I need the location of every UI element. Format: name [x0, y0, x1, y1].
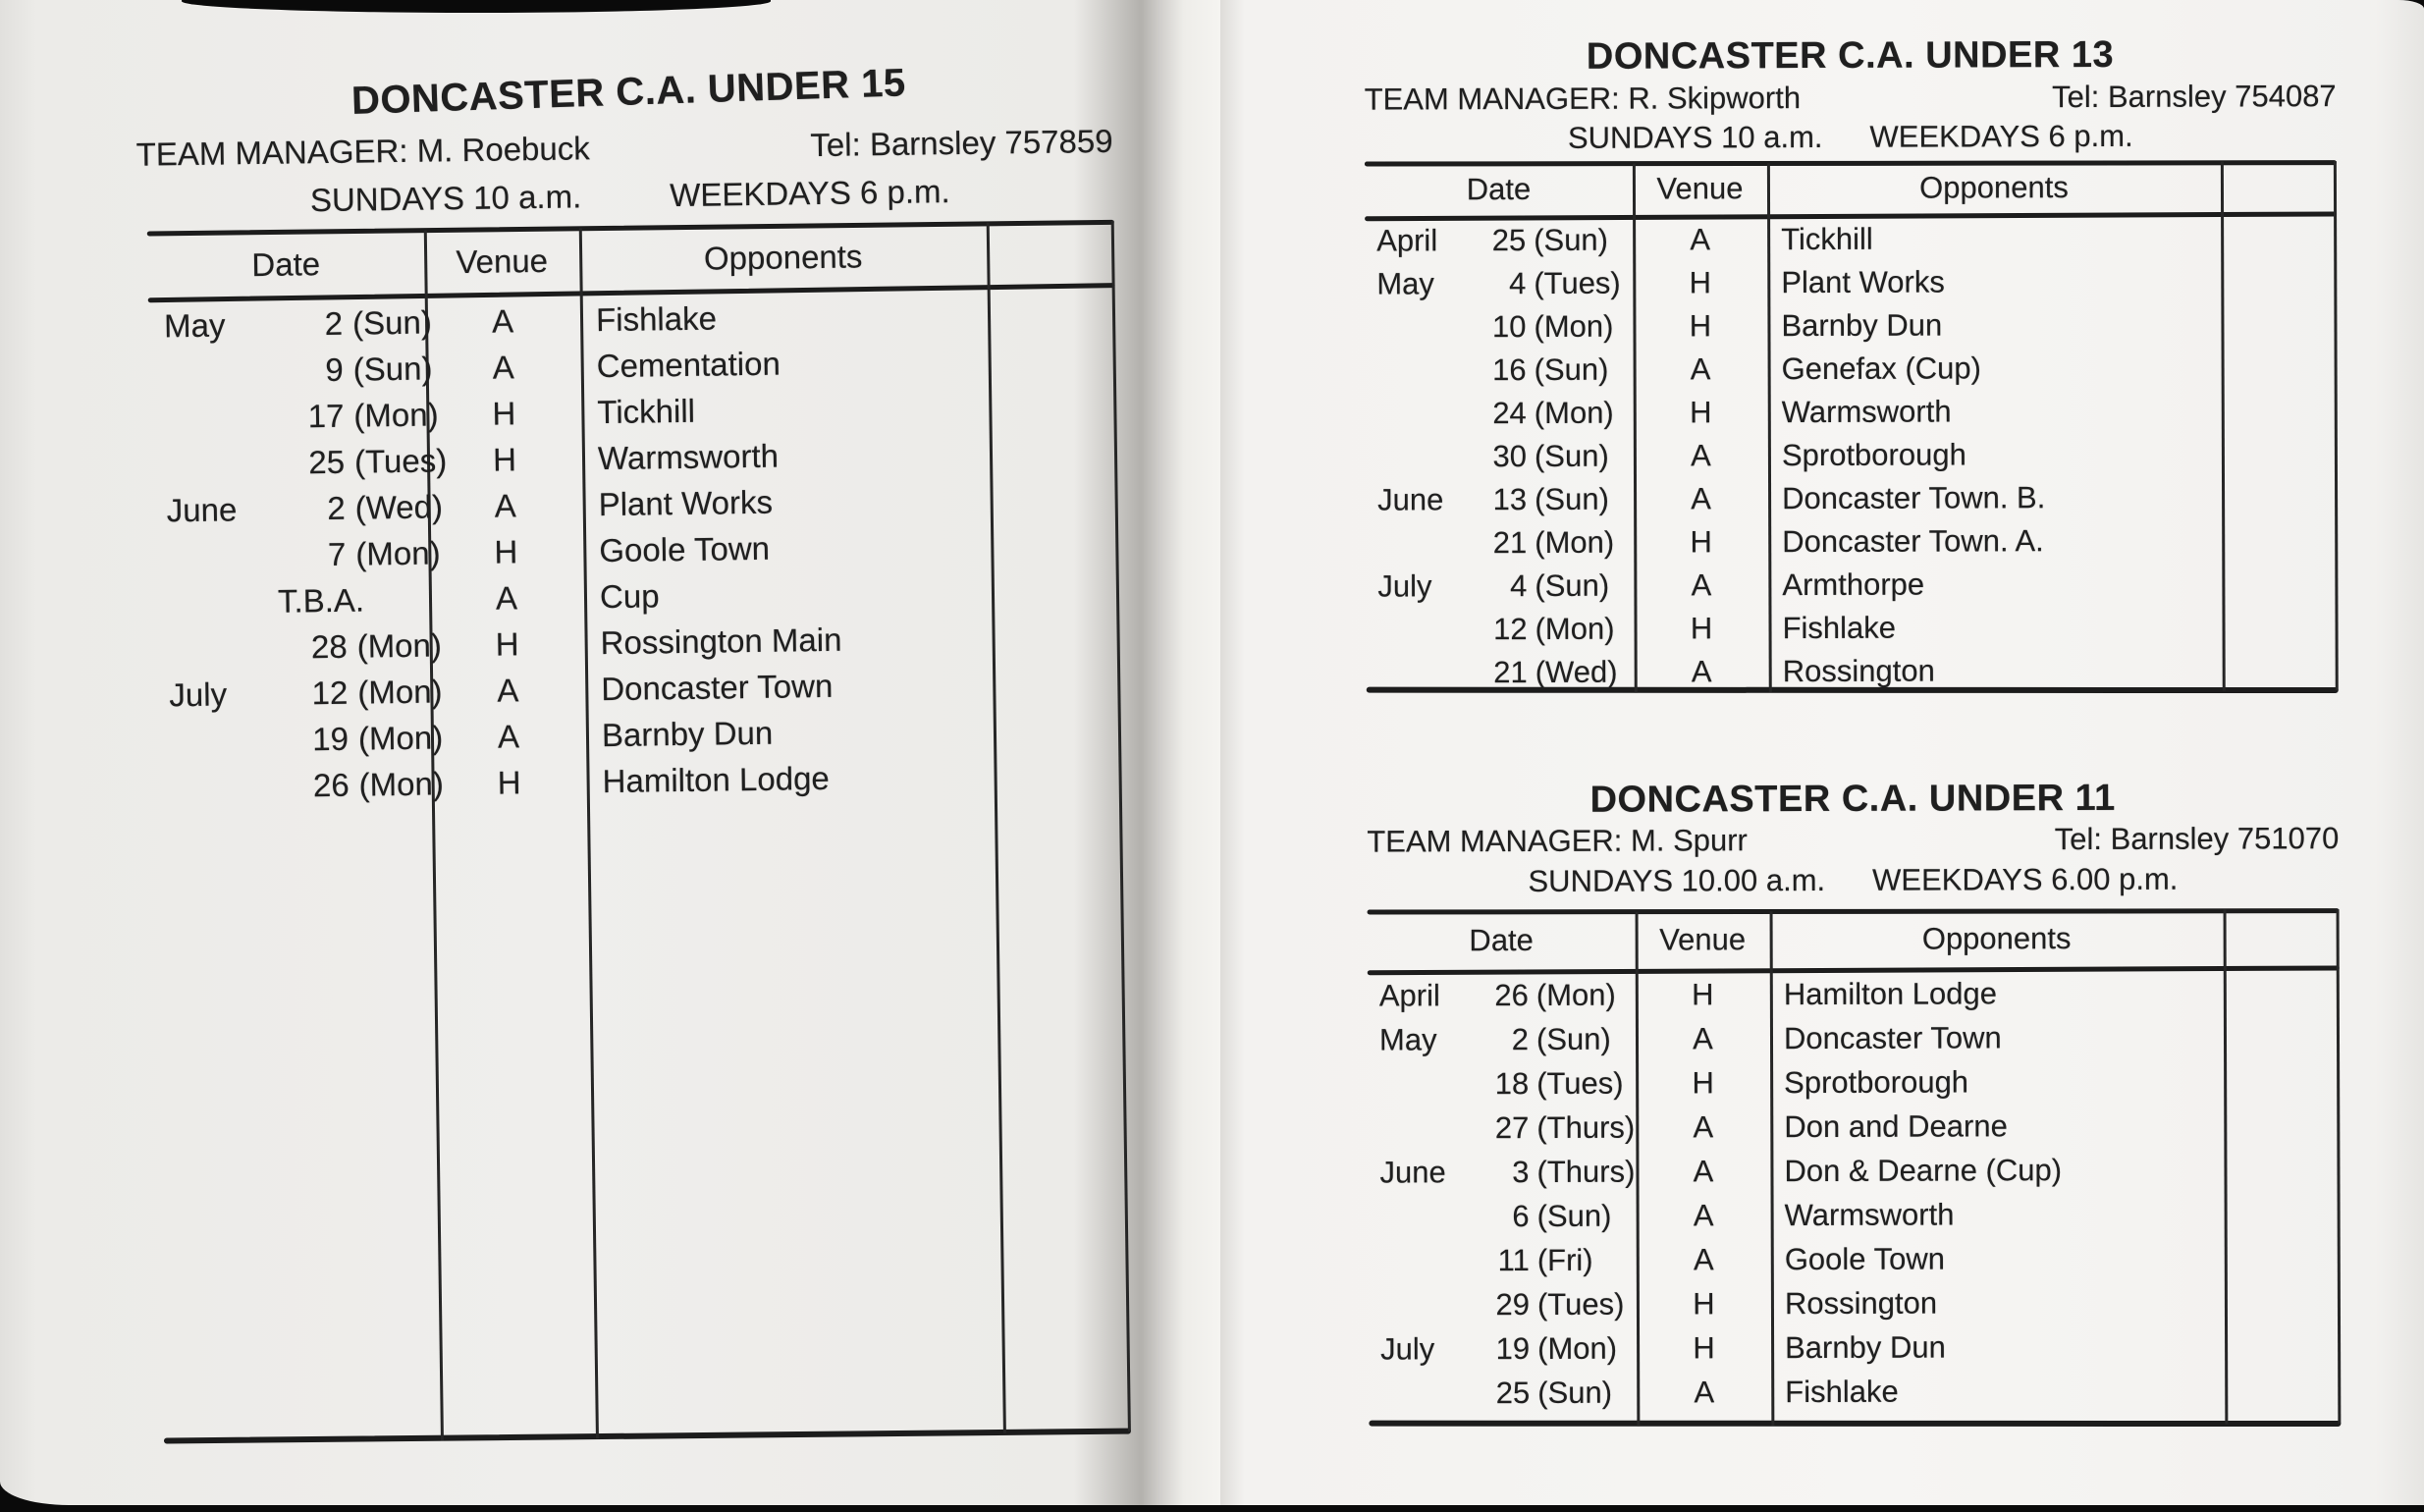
day-text: 9	[325, 351, 344, 388]
opponent-cell: Barnby Dun	[1781, 307, 1943, 344]
day-text: 19	[1495, 1330, 1531, 1366]
venue-cell: A	[1691, 481, 1711, 516]
opponent-cell: Genefax (Cup)	[1781, 351, 1982, 387]
date-cell	[1366, 396, 1634, 432]
opponent-cell: Goole Town	[1784, 1241, 1945, 1276]
opponent-cell: Goole Town	[599, 529, 771, 568]
date-cell	[154, 718, 444, 760]
blank-cell	[988, 312, 1115, 314]
opponent-cell: Barnby Dun	[1785, 1329, 1946, 1365]
venue-cell: A	[1690, 351, 1711, 387]
under15-manager-line	[135, 123, 1112, 174]
opponent-cell: Fishlake	[1782, 610, 1897, 646]
sundays-time-text: SUNDAYS 10.00 a.m.	[1528, 862, 1826, 899]
venue-cell: H	[1692, 1064, 1714, 1100]
opponent-cell: Warmsworth	[597, 437, 780, 476]
weekday-text: (Sun)	[1535, 1021, 1611, 1056]
date-cell	[154, 764, 445, 806]
opponent-cell: Doncaster Town. B.	[1782, 480, 2046, 516]
header-opponents: Opponents	[1919, 170, 2069, 205]
weekdays-time-text: WEEKDAYS 6 p.m.	[669, 173, 950, 214]
weekday-text: (Sun)	[1534, 438, 1609, 473]
day-text: 17	[307, 397, 345, 434]
month-text: May	[1378, 1021, 1437, 1057]
under11-title: DONCASTER C.A. UNDER 11	[1589, 777, 2116, 821]
date-cell	[1369, 1375, 1637, 1411]
date-cell	[1369, 1330, 1637, 1367]
month-text	[171, 785, 271, 786]
weekday-text: (Sun)	[352, 350, 433, 388]
date-cell	[1366, 612, 1634, 648]
venue-cell: H	[1690, 611, 1713, 646]
date-cell	[1365, 266, 1633, 302]
venue-cell: H	[1693, 1329, 1715, 1365]
under11-times-line	[1367, 861, 2339, 899]
month-text: June	[1377, 482, 1444, 517]
date-cell	[148, 350, 433, 391]
header-date: Date	[251, 245, 321, 284]
date-cell	[1368, 1021, 1636, 1057]
venue-cell: A	[494, 486, 516, 524]
weekday-text: (Sun)	[1535, 481, 1609, 516]
blank-cell	[991, 543, 1118, 545]
weekdays-time-text: WEEKDAYS 6.00 p.m.	[1872, 861, 2179, 897]
venue-cell: A	[1693, 1241, 1714, 1276]
month-text	[165, 416, 265, 417]
fixture-row	[1366, 432, 2338, 478]
fixture-row	[1365, 302, 2337, 349]
opponent-cell: Sprotborough	[1781, 437, 1966, 473]
date-cell	[1368, 1065, 1636, 1102]
opponent-cell: Tickhill	[1781, 221, 1873, 257]
fixture-row	[1368, 1014, 2340, 1061]
weekday-text: (Sun)	[351, 303, 433, 342]
venue-cell: H	[494, 532, 518, 570]
opponent-cell: Don and Dearne	[1784, 1107, 2008, 1144]
opponent-cell: Rossington Main	[600, 621, 842, 661]
opponent-cell: Sprotborough	[1784, 1063, 1969, 1100]
weekday-text: (Tues)	[1536, 1286, 1625, 1322]
opponent-cell: Plant Works	[1781, 264, 1945, 300]
weekday-text: (Thurs)	[1536, 1109, 1636, 1145]
header-blank	[987, 253, 1114, 255]
under15-title: DONCASTER C.A. UNDER 15	[350, 61, 907, 124]
fixtures-rows	[1368, 970, 2342, 1415]
fixture-row	[1366, 518, 2338, 565]
venue-cell: H	[492, 440, 517, 478]
venue-cell: A	[497, 671, 519, 709]
opponent-cell: Armthorpe	[1782, 567, 1925, 603]
under13-fixtures-table	[1365, 161, 2339, 693]
day-text: 29	[1495, 1286, 1530, 1322]
venue-cell: A	[1693, 1153, 1714, 1188]
date-cell	[1369, 1198, 1637, 1234]
fixture-row	[1369, 1191, 2341, 1238]
venue-cell: A	[1693, 1197, 1714, 1232]
weekday-text: (Mon)	[1534, 308, 1614, 344]
opponent-cell: Hamilton Lodge	[602, 759, 831, 799]
date-cell	[1366, 525, 1634, 562]
blank-cell	[994, 728, 1121, 729]
header-venue: Venue	[456, 242, 549, 281]
table-header-row	[147, 221, 1115, 299]
date-cell	[150, 487, 444, 529]
telephone-text: Tel: Barnsley 751070	[2054, 821, 2340, 857]
weekday-text: (Mon)	[1535, 524, 1615, 560]
date-cell	[1369, 1242, 1637, 1278]
day-text: T.B.A.	[277, 581, 365, 620]
day-text: 19	[312, 720, 350, 757]
month-text	[166, 462, 266, 463]
table-header-row	[1365, 161, 2337, 215]
header-opponents: Opponents	[1921, 921, 2072, 956]
blank-cell	[993, 635, 1120, 637]
fixture-row	[1365, 216, 2337, 262]
month-text	[170, 739, 270, 740]
day-text: 10	[1491, 309, 1527, 345]
fixture-row	[1366, 475, 2338, 521]
under11-manager-line	[1367, 821, 2339, 859]
fixture-row	[1366, 562, 2338, 608]
blank-cell	[991, 497, 1118, 499]
weekday-text: (Sun)	[1534, 222, 1609, 257]
date-cell	[1365, 223, 1633, 259]
venue-cell: H	[495, 624, 519, 663]
month-text: April	[1376, 223, 1438, 258]
venue-cell: H	[1689, 308, 1712, 344]
day-text: 2	[327, 489, 346, 526]
day-text: 21	[1492, 525, 1528, 561]
venue-cell: H	[1690, 524, 1712, 560]
date-cell	[1365, 309, 1633, 346]
team-manager-text: TEAM MANAGER: M. Roebuck	[135, 130, 590, 173]
day-text: 3	[1512, 1154, 1530, 1189]
fixture-row	[1368, 1058, 2340, 1106]
date-cell	[151, 533, 441, 575]
weekdays-time-text: WEEKDAYS 6 p.m.	[1869, 118, 2133, 154]
fixtures-rows	[1365, 216, 2339, 694]
weekday-text: (Sun)	[1535, 567, 1610, 603]
fixtures-rows	[148, 290, 1122, 811]
month-text: July	[1380, 1330, 1435, 1367]
weekday-text: (Sun)	[1534, 351, 1609, 387]
date-cell	[149, 395, 439, 437]
opponent-cell: Plant Works	[598, 483, 774, 522]
day-text: 12	[311, 674, 349, 711]
venue-cell: H	[1693, 1285, 1715, 1321]
venue-cell: A	[1693, 1108, 1714, 1144]
day-text: 26	[1494, 977, 1529, 1012]
month-text	[169, 647, 269, 648]
date-cell	[152, 625, 443, 668]
venue-cell: H	[492, 394, 516, 432]
venue-cell: A	[1694, 1374, 1715, 1409]
opponent-cell: Fishlake	[595, 298, 718, 338]
fixture-row	[1366, 389, 2338, 435]
fixture-row	[1369, 1368, 2341, 1415]
fixture-row	[1368, 970, 2340, 1017]
venue-cell: A	[1691, 654, 1712, 689]
opponent-cell: Doncaster Town	[601, 667, 834, 707]
opponent-cell: Warmsworth	[1784, 1196, 1955, 1232]
date-cell	[153, 672, 443, 714]
blank-cell	[995, 774, 1122, 776]
day-text: 6	[1512, 1198, 1530, 1233]
date-cell	[152, 580, 430, 621]
day-text: 21	[1493, 655, 1528, 690]
day-text: 18	[1494, 1065, 1530, 1101]
date-cell	[1367, 655, 1635, 691]
day-text: 28	[310, 627, 348, 665]
day-text: 25	[1495, 1375, 1531, 1410]
day-text: 26	[312, 766, 350, 803]
month-text: May	[163, 305, 226, 344]
fixture-row	[1365, 259, 2337, 305]
day-text: 30	[1492, 439, 1527, 474]
blank-cell	[989, 405, 1116, 406]
opponent-cell: Cementation	[596, 345, 781, 384]
sundays-time-text: SUNDAYS 10 a.m.	[1567, 119, 1823, 155]
weekday-text: (Mon)	[357, 718, 444, 757]
weekday-text: (Thurs)	[1536, 1154, 1636, 1189]
weekday-text: (Wed)	[1535, 654, 1618, 689]
venue-cell: H	[1690, 395, 1712, 430]
venue-cell: H	[1689, 265, 1712, 300]
month-text: May	[1376, 266, 1434, 301]
day-text: 7	[327, 535, 347, 572]
weekday-text: (Tues)	[1534, 265, 1621, 300]
opponent-cell: Tickhill	[597, 392, 696, 430]
month-text	[167, 555, 267, 556]
fixture-row	[1366, 605, 2338, 651]
date-cell	[1368, 977, 1636, 1013]
blank-cell	[989, 358, 1116, 360]
table-bottom-rule	[1369, 1421, 2341, 1427]
day-text: 25	[308, 443, 346, 480]
date-cell	[148, 303, 433, 345]
date-cell	[1368, 1109, 1636, 1146]
day-text: 13	[1492, 482, 1528, 517]
weekday-text: (Mon)	[1534, 395, 1614, 430]
under13-times-line	[1365, 118, 2337, 156]
opponent-cell: Doncaster Town. A.	[1782, 523, 2044, 560]
month-text: April	[1378, 977, 1440, 1013]
venue-cell: H	[1692, 976, 1714, 1011]
fixture-row	[1368, 1147, 2340, 1194]
weekday-text: (Mon)	[353, 395, 439, 434]
date-cell	[1366, 439, 1634, 475]
under15-times-line	[146, 171, 1113, 222]
month-text	[165, 370, 265, 371]
day-text: 2	[324, 304, 344, 342]
weekday-text: (Mon)	[355, 533, 441, 572]
weekday-text	[356, 599, 429, 600]
header-date: Date	[1466, 171, 1532, 207]
sundays-time-text: SUNDAYS 10 a.m.	[309, 178, 582, 219]
day-text: 2	[1511, 1021, 1530, 1056]
blank-cell	[993, 681, 1120, 683]
weekday-text: (Sun)	[1537, 1375, 1613, 1410]
header-venue: Venue	[1659, 922, 1747, 957]
day-text: 12	[1492, 612, 1528, 647]
venue-cell: A	[1690, 222, 1711, 257]
date-cell	[150, 441, 448, 483]
opponent-cell: Warmsworth	[1781, 394, 1952, 430]
date-cell	[1366, 352, 1634, 389]
weekday-text: (Mon)	[358, 764, 445, 803]
weekday-text: (Mon)	[1535, 977, 1616, 1012]
fixture-row	[1369, 1323, 2341, 1371]
date-cell	[1369, 1286, 1637, 1323]
opponent-cell: Hamilton Lodge	[1783, 975, 1998, 1011]
weekday-text: (Tues)	[1536, 1065, 1624, 1101]
day-text: 25	[1491, 223, 1527, 258]
date-cell	[1366, 482, 1634, 518]
month-text: June	[166, 490, 238, 528]
day-text: 24	[1492, 396, 1527, 431]
fixture-row	[1369, 1279, 2341, 1326]
weekday-text: (Wed)	[354, 487, 444, 526]
fixture-row	[1366, 346, 2338, 392]
weekday-text: (Fri)	[1536, 1242, 1593, 1277]
venue-cell: A	[1693, 1020, 1713, 1055]
venue-cell: A	[497, 717, 520, 755]
header-opponents: Opponents	[703, 238, 863, 277]
team-manager-text: TEAM MANAGER: R. Skipworth	[1364, 81, 1802, 117]
header-venue: Venue	[1656, 171, 1744, 206]
opponent-cell: Fishlake	[1785, 1374, 1899, 1409]
opponent-cell: Cup	[599, 576, 660, 615]
month-text	[168, 601, 268, 602]
day-text: 4	[1508, 266, 1527, 301]
under13-section	[1219, 0, 2423, 690]
under11-fixtures-table	[1368, 909, 2342, 1427]
opponent-cell: Doncaster Town	[1783, 1019, 2002, 1055]
date-cell	[1366, 568, 1634, 605]
date-cell	[1368, 1154, 1636, 1190]
blank-cell	[992, 589, 1119, 591]
day-text: 27	[1494, 1109, 1530, 1145]
day-text: 11	[1497, 1242, 1530, 1277]
under13-manager-line	[1365, 79, 2337, 117]
opponent-cell: Barnby Dun	[601, 714, 774, 753]
fixture-row	[1369, 1235, 2341, 1282]
telephone-text: Tel: Barnsley 754087	[2052, 79, 2337, 115]
opponent-cell: Rossington	[1782, 653, 1935, 689]
month-text: July	[169, 675, 228, 713]
fixture-row	[1367, 648, 2339, 694]
venue-cell: A	[1691, 567, 1712, 603]
opponent-cell: Don & Dearne (Cup)	[1784, 1152, 2063, 1188]
weekday-text: (Tues)	[353, 441, 448, 480]
table-bottom-rule	[164, 1429, 1131, 1444]
weekday-text: (Mon)	[357, 672, 443, 711]
venue-cell: A	[491, 301, 514, 340]
under15-fixtures-table	[147, 221, 1131, 1445]
fixture-row	[1368, 1103, 2340, 1150]
header-date: Date	[1469, 922, 1534, 958]
weekday-text: (Mon)	[1537, 1330, 1618, 1366]
day-text: 4	[1510, 568, 1528, 604]
right-page	[1220, 0, 2424, 1505]
weekday-text: (Sun)	[1536, 1198, 1612, 1233]
weekday-text: (Mon)	[356, 625, 443, 665]
month-text: July	[1377, 568, 1432, 604]
under13-title: DONCASTER C.A. UNDER 13	[1586, 33, 2115, 78]
day-text: 16	[1492, 352, 1527, 388]
blank-cell	[990, 451, 1117, 453]
weekday-text: (Mon)	[1535, 611, 1615, 646]
telephone-text: Tel: Barnsley 757859	[810, 122, 1113, 164]
opponent-cell: Rossington	[1784, 1285, 1938, 1321]
venue-cell: A	[1691, 438, 1711, 473]
venue-cell: A	[492, 348, 514, 386]
month-text: June	[1379, 1154, 1446, 1190]
venue-cell: A	[495, 578, 518, 617]
team-manager-text: TEAM MANAGER: M. Spurr	[1367, 823, 1748, 859]
table-header-row	[1368, 909, 2340, 969]
venue-cell: H	[497, 763, 521, 801]
